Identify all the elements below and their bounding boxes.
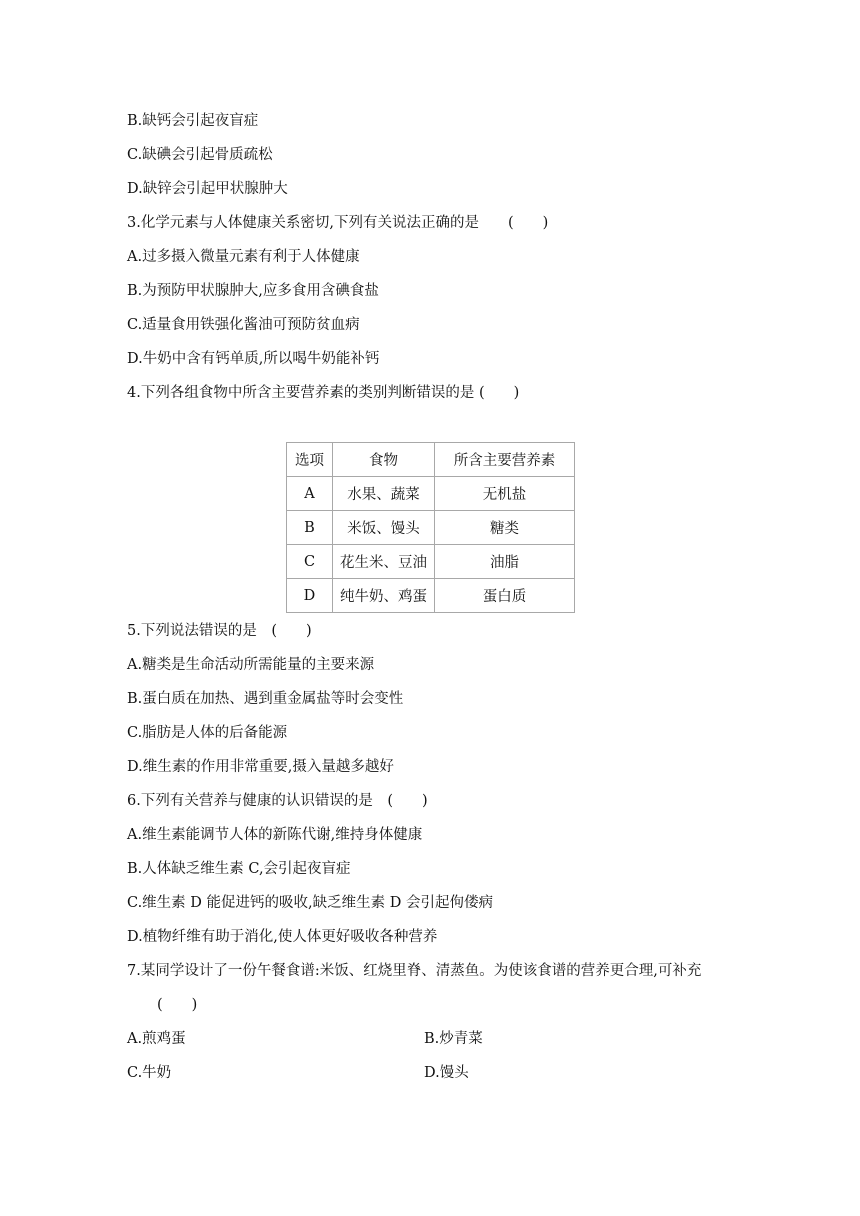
q6-stem: 6.下列有关营养与健康的认识错误的是 ( )	[127, 793, 428, 809]
q6-option-b: B.人体缺乏维生素 C,会引起夜盲症	[127, 861, 351, 877]
q7-option-c: C.牛奶	[127, 1065, 172, 1081]
table-cell: 水果、蔬菜	[333, 477, 435, 511]
table-header-cell: 选项	[287, 443, 333, 477]
q2-option-c: C.缺碘会引起骨质疏松	[127, 147, 273, 163]
table-row	[287, 579, 575, 613]
table-cell: A	[287, 477, 333, 511]
table-cell: D	[287, 579, 333, 613]
table-cell: 油脂	[435, 545, 575, 579]
q5-option-d: D.维生素的作用非常重要,摄入量越多越好	[127, 759, 394, 775]
table-header-cell: 食物	[333, 443, 435, 477]
table-cell: 花生米、豆油	[333, 545, 435, 579]
table-cell: C	[287, 545, 333, 579]
q6-option-a: A.维生素能调节人体的新陈代谢,维持身体健康	[127, 827, 423, 843]
q2-option-b: B.缺钙会引起夜盲症	[127, 113, 259, 129]
table-header-cell: 所含主要营养素	[435, 443, 575, 477]
q5-option-b: B.蛋白质在加热、遇到重金属盐等时会变性	[127, 691, 404, 707]
q7-option-d: D.馒头	[424, 1065, 469, 1081]
table-cell: 米饭、馒头	[333, 511, 435, 545]
q5-option-a: A.糖类是生命活动所需能量的主要来源	[127, 657, 375, 673]
q7-option-a: A.煎鸡蛋	[127, 1031, 186, 1047]
q3-option-d: D.牛奶中含有钙单质,所以喝牛奶能补钙	[127, 351, 380, 367]
q4-stem: 4.下列各组食物中所含主要营养素的类别判断错误的是 ( )	[127, 385, 520, 401]
q7-option-b: B.炒青菜	[424, 1031, 483, 1047]
q5-stem: 5.下列说法错误的是 ( )	[127, 623, 312, 639]
q6-option-d: D.植物纤维有助于消化,使人体更好吸收各种营养	[127, 929, 438, 945]
table-cell: 纯牛奶、鸡蛋	[333, 579, 435, 613]
table-cell: 糖类	[435, 511, 575, 545]
q3-option-a: A.过多摄入微量元素有利于人体健康	[127, 249, 360, 265]
q3-stem: 3.化学元素与人体健康关系密切,下列有关说法正确的是 ( )	[127, 215, 549, 231]
q3-option-b: B.为预防甲状腺肿大,应多食用含碘食盐	[127, 283, 379, 299]
q2-option-d: D.缺锌会引起甲状腺肿大	[127, 181, 288, 197]
table-row	[287, 511, 575, 545]
table-row	[287, 477, 575, 511]
q3-option-c: C.适量食用铁强化酱油可预防贫血病	[127, 317, 360, 333]
table-cell: 蛋白质	[435, 579, 575, 613]
nutrient-table	[286, 442, 575, 613]
q5-option-c: C.脂肪是人体的后备能源	[127, 725, 288, 741]
q7-answer-blank: ( )	[157, 997, 198, 1013]
q7-stem: 7.某同学设计了一份午餐食谱:米饭、红烧里脊、清蒸鱼。为使该食谱的营养更合理,可补充	[127, 963, 702, 979]
q6-option-c: C.维生素 D 能促进钙的吸收,缺乏维生素 D 会引起佝偻病	[127, 895, 493, 911]
table-header-row	[287, 443, 575, 477]
table-row	[287, 545, 575, 579]
table-cell: 无机盐	[435, 477, 575, 511]
table-cell: B	[287, 511, 333, 545]
